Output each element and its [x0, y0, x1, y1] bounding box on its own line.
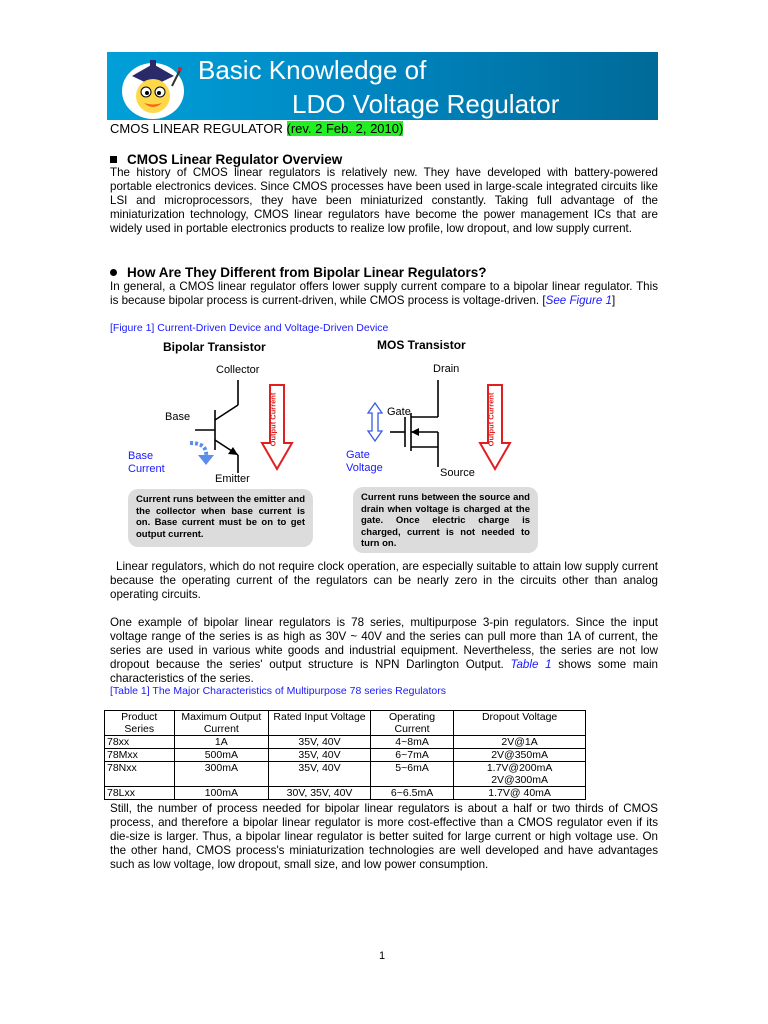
subtitle-main: CMOS LINEAR REGULATOR — [110, 121, 287, 136]
gate-voltage-arrow-icon — [368, 403, 382, 441]
section2-text-end: ] — [611, 294, 616, 308]
base-current-label: Base Current — [128, 450, 165, 475]
table-cell: 4~8mA — [370, 736, 453, 749]
section2-text: In general, a CMOS linear regulator offers lower supply current compare to a bipolar linear regulator. This is because bipolar process is current-driven, while CMOS process is voltage-driven. [ — [110, 280, 658, 308]
table-cell: 1A — [174, 736, 269, 749]
table-cell: 78Nxx — [105, 762, 175, 787]
table-cell: 5~6mA — [370, 762, 453, 787]
paragraph-linear-regulators: Linear regulators, which do not require clock operation, are especially suitable to attain low supply current because the operating current of the regulators can be nearly zero in the circuits other than analog operating circuits. — [110, 560, 658, 602]
header-operating-current: Operating Current — [370, 711, 453, 736]
source-label: Source — [440, 467, 475, 479]
section2-paragraph — [110, 280, 658, 308]
square-bullet-icon — [110, 156, 117, 163]
section1-paragraph: The history of CMOS linear regulators is relatively new. They have developed with battery-powered portable electronics devices. Since CMOS processes have been used in large-scale integrated circuits like LSI and microprocessors, they have been miniaturized constantly. Taking full advantage of the miniaturization technology, CMOS linear regulators have become the power management ICs that are widely used in portable electronics products to realize low profile, low dropout, and low supply current. — [110, 166, 658, 236]
header-product-series: Product Series — [105, 711, 175, 736]
see-figure1-link[interactable]: See Figure 1 — [545, 294, 612, 308]
para2-text: One example of bipolar linear regulators is 78 series, multipurpose 3-pin regulators. Since the input voltage range of the series is as high as 30V ~ 40V and the series can pull more than 1A of current, the series are used in various white goods and industrial equipment. Nevertheless, the series are not low dropout because the series' output structure is NPN Darlington Output. — [110, 616, 658, 672]
section2-heading-text: How Are They Different from Bipolar Linear Regulators? — [127, 265, 487, 280]
base-current-arrow-icon — [190, 443, 206, 457]
table-cell: 6~6.5mA — [370, 787, 453, 800]
base-label: Base — [165, 411, 191, 423]
document-subtitle — [110, 121, 403, 136]
table-cell: 78xx — [105, 736, 175, 749]
table-cell: 78Mxx — [105, 749, 175, 762]
header-rated-input-voltage: Rated Input Voltage — [269, 711, 371, 736]
revision-label: (rev. 2 Feb. 2, 2010) — [286, 121, 404, 136]
characteristics-table — [104, 710, 586, 800]
bipolar-output-current-label: Output Current — [268, 392, 278, 447]
table-cell: 35V, 40V — [269, 762, 371, 787]
table-cell: 78Lxx — [105, 787, 175, 800]
table-row — [105, 736, 586, 749]
bipolar-title: Bipolar Transistor — [163, 340, 266, 354]
table-cell: 1.7V@ 40mA — [454, 787, 586, 800]
section2-heading — [110, 265, 487, 280]
section1-heading-text: CMOS Linear Regulator Overview — [127, 152, 343, 167]
table-header-row — [105, 711, 586, 736]
table1-link[interactable]: Table 1 — [510, 658, 552, 672]
mos-title: MOS Transistor — [377, 338, 466, 352]
mos-transistor-symbol — [390, 380, 438, 467]
section1-heading — [110, 152, 342, 167]
table-cell: 100mA — [174, 787, 269, 800]
table-cell: 35V, 40V — [269, 736, 371, 749]
table-cell: 6~7mA — [370, 749, 453, 762]
banner-title-line1: Basic Knowledge of — [198, 55, 427, 85]
table-cell: 500mA — [174, 749, 269, 762]
emitter-label: Emitter — [215, 473, 250, 485]
table-cell: 35V, 40V — [269, 749, 371, 762]
collector-label: Collector — [216, 364, 260, 376]
page-number: 1 — [379, 950, 386, 962]
drain-label: Drain — [433, 363, 460, 375]
table1-caption: [Table 1] The Major Characteristics of Multipurpose 78 series Regulators — [110, 685, 446, 697]
emitter-arrow-icon — [228, 447, 238, 455]
gate-voltage-label: Gate Voltage — [346, 449, 383, 474]
table-row — [105, 787, 586, 800]
table-cell: 1.7V@200mA 2V@300mA — [454, 762, 586, 787]
paragraph-cmos-advantages: Still, the number of process needed for bipolar linear regulators is about a half or two thirds of CMOS process, and therefore a bipolar linear regulator is more cost-effective than a CMOS regulator even if its die-size is larger. Thus, a bipolar linear regulator is better suited for large current or high voltage use. On the other hand, CMOS process's miniaturization technologies are well developed and have advantages such as low voltage, low dropout, small size, and low power consumption. — [110, 802, 658, 872]
gate-label: Gate — [387, 406, 411, 418]
round-bullet-icon — [110, 269, 117, 276]
header-max-output-current: Maximum Output Current — [174, 711, 269, 736]
para2-text-end: shows some main characteristics of the series. — [110, 658, 659, 686]
table-cell: 300mA — [174, 762, 269, 787]
table-row — [105, 749, 586, 762]
paragraph-78-series — [110, 616, 658, 686]
figure1-caption: [Figure 1] Current-Driven Device and Voltage-Driven Device — [110, 322, 389, 334]
table-cell: 2V@350mA — [454, 749, 586, 762]
mos-arrow-icon — [411, 428, 419, 436]
mos-note: Current runs between the source and drain when voltage is charged at the gate. Once electric charge is charged, current is not needed to turn on. — [353, 487, 538, 553]
header-dropout-voltage: Dropout Voltage — [454, 711, 586, 736]
table-cell: 2V@1A — [454, 736, 586, 749]
mos-output-current-label: Output Current — [486, 392, 496, 447]
table-cell: 30V, 35V, 40V — [269, 787, 371, 800]
banner-title-line2: LDO Voltage Regulator — [292, 89, 560, 119]
mascot-logo-icon — [120, 56, 186, 120]
bipolar-note: Current runs between the emitter and the collector when base current is on. Base current must be on to get output current. — [128, 489, 313, 547]
table-row — [105, 762, 586, 787]
